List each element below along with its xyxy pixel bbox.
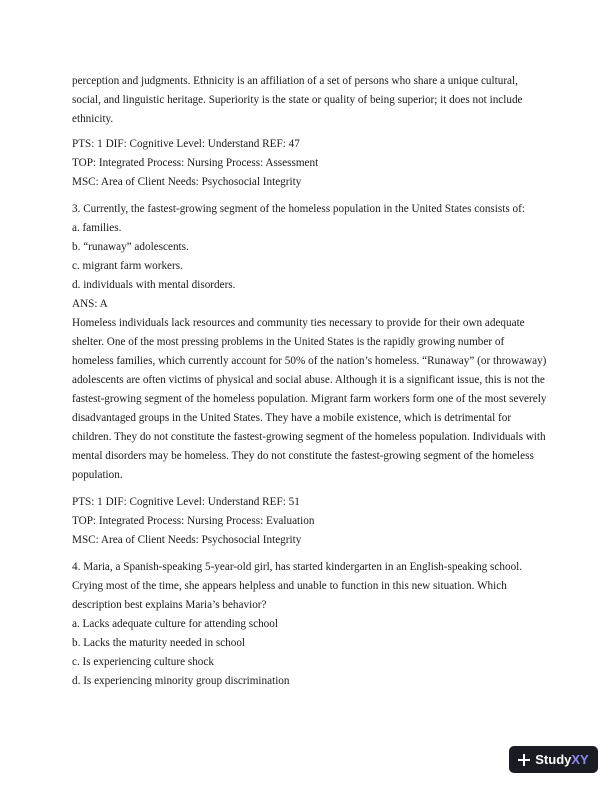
document-page xyxy=(72,72,547,691)
studyxy-badge[interactable] xyxy=(509,746,598,773)
option-c: c. migrant farm workers. xyxy=(72,260,183,272)
option-b: b. “runaway” adolescents. xyxy=(72,241,189,253)
question-4 xyxy=(72,558,547,691)
option-a: a. families. xyxy=(72,222,122,234)
pts-line: PTS: 1 DIF: Cognitive Level: Understand REF: 51 xyxy=(72,496,300,508)
option-b: b. Lacks the maturity needed in school xyxy=(72,637,246,649)
brand-accent: XY xyxy=(571,752,589,767)
brand-name xyxy=(535,752,588,767)
option-d: d. individuals with mental disorders. xyxy=(72,279,236,291)
question-stem: 3. Currently, the fastest-growing segment of the homeless population in the United States consists of: xyxy=(72,203,525,215)
msc-line: MSC: Area of Client Needs: Psychosocial Integrity xyxy=(72,534,302,546)
pts-line: PTS: 1 DIF: Cognitive Level: Understand REF: 47 xyxy=(72,138,300,150)
msc-line: MSC: Area of Client Needs: Psychosocial Integrity xyxy=(72,176,302,188)
answer-line: ANS: A xyxy=(72,298,108,310)
option-d: d. Is experiencing minority group discrimination xyxy=(72,675,290,687)
intro-paragraph: perception and judgments. Ethnicity is an affiliation of a set of persons who share a unique cultural, social, and linguistic heritage. Superiority is the state or quality of being superior; it does not include ethnicity. xyxy=(72,75,523,125)
question-stem: 4. Maria, a Spanish-speaking 5-year-old girl, has started kindergarten in an English-speaking school. Crying most of the time, she appears helpless and unable to function in this new situation. Which description best explains Maria’s behavior? xyxy=(72,561,523,611)
topic-line: TOP: Integrated Process: Nursing Process: Assessment xyxy=(72,157,319,169)
plus-icon xyxy=(518,754,530,766)
brand-main: Study xyxy=(535,752,572,767)
question-3 xyxy=(72,200,547,485)
option-c: c. Is experiencing culture shock xyxy=(72,656,214,668)
topic-line: TOP: Integrated Process: Nursing Process: Evaluation xyxy=(72,515,315,527)
rationale-paragraph: Homeless individuals lack resources and community ties necessary to provide for their own adequate shelter. One of the most pressing problems in the United States is the rapidly growing number of homeless families, which currently account for 50% of the nation’s homeless. “Runaway” (or throwaway) adolescents are often victims of physical and social abuse. Although it is a significant issue, this is not the fastest-growing segment of the homeless population. Migrant farm workers form one of the most severely disadvantaged groups in the United States. They have a mobile existence, which is detrimental for children. They do not constitute the fastest-growing segment of the homeless population. Individuals with mental disorders may be homeless. They do not constitute the fastest-growing segment of the homeless population. xyxy=(72,317,547,481)
question-2-metadata xyxy=(72,135,547,192)
question-3-metadata xyxy=(72,493,547,550)
option-a: a. Lacks adequate culture for attending school xyxy=(72,618,278,630)
